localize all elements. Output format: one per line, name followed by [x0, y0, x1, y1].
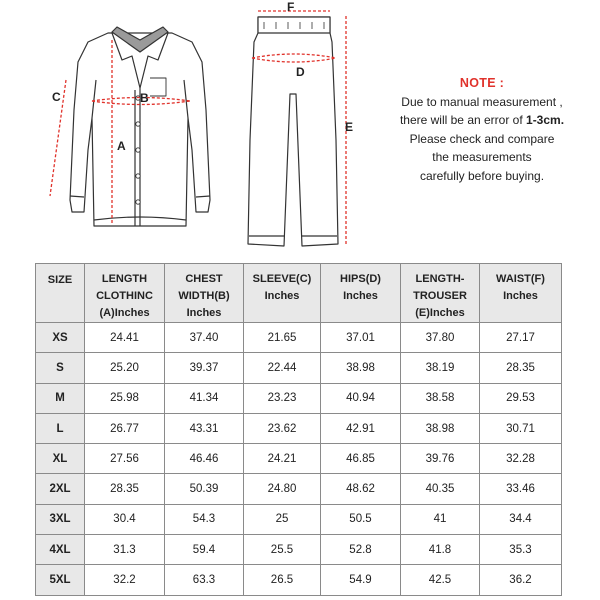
measurement-cell: 29.53	[480, 383, 562, 413]
size-cell: L	[36, 413, 85, 443]
column-header	[165, 264, 244, 323]
measurement-cell: 28.35	[85, 474, 165, 504]
table-row	[36, 474, 562, 504]
size-cell: XL	[36, 444, 85, 474]
measurement-cell: 26.5	[244, 565, 321, 595]
table-header-row	[36, 264, 562, 323]
table-row	[36, 383, 562, 413]
note-line-2	[372, 111, 592, 130]
column-header-line: HIPS(D)	[340, 273, 381, 285]
label-e: E	[345, 120, 354, 134]
table-row	[36, 353, 562, 383]
table-body	[36, 323, 562, 596]
measurement-cell: 54.3	[165, 504, 244, 534]
measurement-cell: 46.46	[165, 444, 244, 474]
measurement-cell: 38.98	[401, 413, 480, 443]
measurement-cell: 38.98	[321, 353, 401, 383]
note-line-3: Please check and compare	[409, 131, 555, 146]
column-header-line: CHEST	[185, 273, 223, 285]
measurement-cell: 25.20	[85, 353, 165, 383]
measurement-cell: 54.9	[321, 565, 401, 595]
measurement-cell: 24.21	[244, 444, 321, 474]
column-header-line: LENGTH	[101, 273, 148, 285]
measurement-cell: 42.5	[401, 565, 480, 595]
table-row	[36, 565, 562, 595]
measurement-cell: 24.80	[244, 474, 321, 504]
column-header	[85, 264, 165, 323]
measurement-cell: 27.17	[480, 323, 562, 353]
size-cell: 5XL	[36, 565, 85, 595]
note-error-range: 1-3cm.	[526, 113, 565, 127]
table-row	[36, 413, 562, 443]
measurement-cell: 25	[244, 504, 321, 534]
note-title: NOTE :	[459, 76, 505, 90]
measurement-cell: 28.35	[480, 353, 562, 383]
column-header-line: WIDTH(B)	[178, 290, 230, 302]
label-f: F	[287, 0, 295, 14]
measurement-cell: 35.3	[480, 535, 562, 565]
column-header-line: Inches	[503, 290, 538, 302]
table-row	[36, 323, 562, 353]
measurement-cell: 25.98	[85, 383, 165, 413]
measurement-cell: 37.80	[401, 323, 480, 353]
shirt-drawing	[70, 27, 210, 226]
size-cell: 4XL	[36, 535, 85, 565]
measurement-cell: 42.91	[321, 413, 401, 443]
measurement-cell: 32.2	[85, 565, 165, 595]
column-header-line: (E)Inches	[415, 307, 465, 319]
measurement-cell: 38.58	[401, 383, 480, 413]
measurement-cell: 23.62	[244, 413, 321, 443]
column-header-line: CLOTHINC	[96, 290, 153, 302]
measurement-cell: 34.4	[480, 504, 562, 534]
pants-drawing	[248, 17, 338, 246]
label-d: D	[296, 65, 305, 79]
measurement-cell: 32.28	[480, 444, 562, 474]
measurement-cell: 39.37	[165, 353, 244, 383]
column-header-line: Inches	[343, 290, 378, 302]
measurement-cell: 41.34	[165, 383, 244, 413]
column-header-line: WAIST(F)	[496, 273, 545, 285]
label-b: B	[140, 91, 149, 105]
column-header	[321, 264, 401, 323]
column-header-line: Inches	[186, 307, 222, 319]
label-c: C	[52, 90, 61, 104]
measurement-cell: 43.31	[165, 413, 244, 443]
measurement-cell: 38.19	[401, 353, 480, 383]
measurement-cell: 33.46	[480, 474, 562, 504]
measurement-cell: 36.2	[480, 565, 562, 595]
measurement-cell: 37.40	[165, 323, 244, 353]
size-cell: XS	[36, 323, 85, 353]
size-cell: M	[36, 383, 85, 413]
column-header-line: Inches	[264, 290, 300, 302]
measurement-cell: 59.4	[165, 535, 244, 565]
measurement-cell: 23.23	[244, 383, 321, 413]
measurement-cell: 25.5	[244, 535, 321, 565]
measurement-cell: 27.56	[85, 444, 165, 474]
measurement-cell: 40.94	[321, 383, 401, 413]
measurement-cell: 39.76	[401, 444, 480, 474]
measurement-cell: 63.3	[165, 565, 244, 595]
column-header-line: LENGTH-	[415, 273, 465, 285]
measurement-cell: 41.8	[401, 535, 480, 565]
column-header	[480, 264, 562, 323]
table-row	[36, 504, 562, 534]
note-line-4: the measurements	[432, 150, 532, 164]
measurement-cell: 48.62	[321, 474, 401, 504]
size-cell: 3XL	[36, 504, 85, 534]
label-a: A	[117, 139, 126, 153]
measurement-cell: 52.8	[321, 535, 401, 565]
size-cell: 2XL	[36, 474, 85, 504]
measurement-cell: 31.3	[85, 535, 165, 565]
measurement-cell: 21.65	[244, 323, 321, 353]
column-header	[401, 264, 480, 323]
measurement-note	[372, 74, 592, 185]
note-line-5: carefully before buying.	[419, 168, 545, 183]
note-line-1: Due to manual measurement ,	[401, 94, 563, 109]
note-line-2-text: there will be an error of	[399, 113, 527, 127]
measurement-cell: 46.85	[321, 444, 401, 474]
measurement-cell: 26.77	[85, 413, 165, 443]
column-header-line: SIZE	[47, 274, 73, 286]
column-header	[36, 264, 85, 323]
measurement-cell: 30.4	[85, 504, 165, 534]
column-header-line: (A)Inches	[99, 307, 150, 319]
measurement-cell: 30.71	[480, 413, 562, 443]
measurement-cell: 40.35	[401, 474, 480, 504]
measurement-cell: 22.44	[244, 353, 321, 383]
column-header-line: TROUSER	[413, 290, 467, 302]
measurement-cell: 41	[401, 504, 480, 534]
measurement-cell: 50.39	[165, 474, 244, 504]
size-table	[35, 263, 562, 596]
size-cell: S	[36, 353, 85, 383]
table-row	[36, 444, 562, 474]
table-row	[36, 535, 562, 565]
column-header-line: SLEEVE(C)	[252, 273, 312, 285]
measurement-cell: 24.41	[85, 323, 165, 353]
measurement-cell: 50.5	[321, 504, 401, 534]
column-header	[244, 264, 321, 323]
measurement-cell: 37.01	[321, 323, 401, 353]
